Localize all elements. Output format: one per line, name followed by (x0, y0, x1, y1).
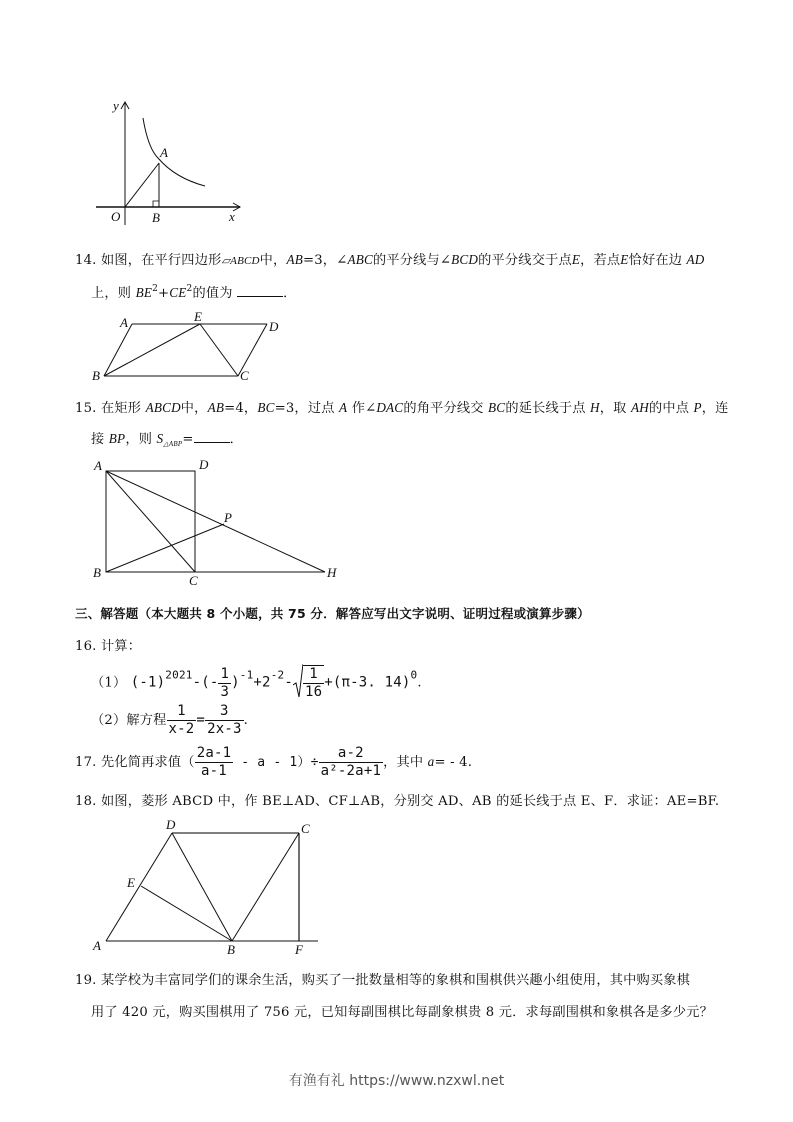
svg-text:y: y (113, 98, 119, 113)
svg-text:H: H (327, 565, 337, 580)
svg-text:E: E (194, 310, 202, 324)
question-17: 17. 先化简再求值（ $\frac{2a-1}{a-1}$ - a - 1）÷ $\frac{a-2}{\text{a²-2a+1}}$ ，其中 a= - 4. (75, 745, 473, 779)
section-heading-3: 三、解答题（本大题共 8 个小题，共 75 分．解答应写出文字说明、证明过程或演算步骤） (75, 606, 590, 621)
svg-text:C: C (189, 573, 198, 588)
question-number: 14. (75, 253, 97, 268)
fraction: $\frac{3}{2x-3}$ (207, 703, 242, 737)
right-angle-mark (153, 201, 159, 207)
question-19-line-2: 用了 420 元，购买围棋用了 756 元，已知每副围棋比每副象棋贵 8 元．求每副围棋和象棋各是多少元？ (91, 1005, 713, 1020)
answer-blank-q14[interactable] (237, 284, 283, 297)
question-number: 16. (75, 639, 97, 654)
svg-text:D: D (269, 319, 279, 334)
svg-text:A: A (94, 458, 102, 473)
hyperbola-curve (143, 118, 205, 186)
question-15-line-1: 15. 在矩形 ABCD中，AB=4，BC=3，过点 A 作∠DAC的角平分线交 BC的延长线于点 H，取 AH的中点 P，连 (75, 400, 729, 416)
svg-text:C: C (240, 368, 249, 383)
question-number: 15. (75, 401, 97, 416)
question-19-line-1: 19. 某学校为丰富同学们的课余生活，购买了一批数量相等的象棋和围棋供兴趣小组使用，其中购买象棋 (75, 973, 691, 988)
svg-text:A: A (160, 145, 168, 160)
question-15-line-2: 接 BP，则 $S_{\triangle ABP}=$ ． (91, 431, 243, 448)
svg-text:C: C (301, 821, 310, 836)
figure-q13-graph (90, 95, 250, 230)
svg-text:D: D (166, 817, 176, 832)
question-18: 18. 如图，菱形 ABCD 中，作 BE⊥AD、CF⊥AB，分别交 AD、AB 的延长线于点 E、F．求证：AE=BF. (75, 794, 720, 809)
footer-watermark: 有渔有礼 https://www.nzxwl.net (288, 1073, 505, 1089)
svg-text:E: E (127, 875, 135, 890)
square-root-icon (293, 663, 303, 703)
svg-text:P: P (224, 510, 232, 525)
svg-text:B: B (92, 368, 100, 383)
svg-text:D: D (199, 457, 209, 472)
question-14-line-2: 上，则 $BE^2+CE^2$的值为 ． (91, 284, 297, 301)
question-16-part-1: （1） $(-1)^{2021}-(-$ $\frac{1}{3}$ )$^{-1}+2^{-2}-$ $\frac{1}{16}$ +(π-3. 14)$^0$. (91, 663, 422, 703)
figure-q15-rectangle (88, 455, 348, 590)
svg-text:F: F (295, 942, 303, 957)
question-number: 17. (75, 755, 97, 770)
figure-q18-rhombus (88, 815, 328, 960)
fraction: $\frac{a-2}{\text{a²-2a+1}}$ (320, 745, 382, 779)
fraction: $\frac{1}{16}$ (304, 666, 323, 700)
svg-text:B: B (227, 942, 235, 957)
question-16-part-2: （2）解方程 $\frac{1}{x-2}$ = $\frac{3}{2x-3}$ . (91, 703, 248, 737)
svg-text:B: B (93, 565, 101, 580)
svg-text:O: O (111, 209, 121, 224)
fraction: $\frac{2a-1}{a-1}$ (196, 745, 232, 779)
svg-text:x: x (229, 209, 235, 224)
svg-text:B: B (152, 210, 160, 225)
svg-text:A: A (93, 938, 101, 953)
question-14-line-1: 14. 如图，在平行四边形▱ABCD中，AB=3，∠ABC的平分线与∠BCD的平分线交于点E，若点E恰好在边 AD (75, 252, 705, 268)
svg-text:A: A (120, 315, 128, 330)
figure-q14-parallelogram (85, 310, 295, 385)
question-16-title: 16. 计算： (75, 639, 142, 654)
answer-blank-q15[interactable] (194, 430, 230, 443)
question-number: 19. (75, 973, 97, 988)
fraction: $\frac{1}{x-2}$ (168, 703, 195, 737)
question-number: 18. (75, 794, 97, 809)
fraction: $\frac{1}{3}$ (220, 665, 230, 700)
